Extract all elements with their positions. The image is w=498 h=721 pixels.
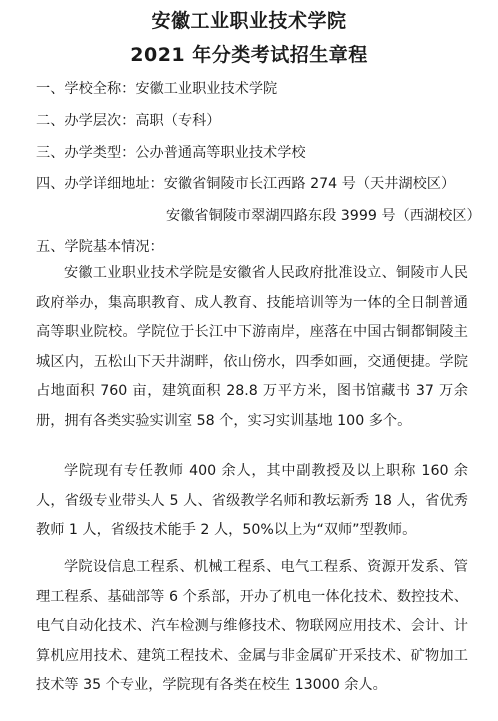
document-subtitle: 2021 年分类考试招生章程 <box>130 44 368 66</box>
item-school-type <box>36 143 306 163</box>
document-title: 安徽工业职业技术学院 <box>151 10 347 32</box>
item-label: 四、办学详细地址： <box>36 176 164 192</box>
item-school-name <box>36 79 277 99</box>
paragraph-faculty: 学院现有专任教师 400 余人，其中副教授及以上职称 160 余人，省级专业带头人 5 人、省级教学名师和教坛新秀 18 人，省优秀教师 1 人，省级技术能手 2 人，50%以上为“双师”型教师。 <box>36 463 468 538</box>
item-label: 二、办学层次： <box>36 113 136 129</box>
paragraph-overview: 安徽工业职业技术学院是安徽省人民政府批准设立、铜陵市人民政府举办，集高职教育、成人教育、技能培训等为一体的全日制普通高等职业院校。学院位于长江中下游南岸，座落在中国古铜都铜陵主城区内，五松山下天井湖畔，依山傍水，四季如画，交通便捷。学院占地面积 760 亩，建筑面积 28.8 万平方米，图书馆藏书 37 万余册，拥有各类实验实训室 58 个，实习实训基地 100 多个。 <box>36 265 468 429</box>
item-value: 公办普通高等职业技术学校 <box>135 145 306 161</box>
item-value: 高职（专科） <box>135 113 221 129</box>
address-second-campus: 安徽省铜陵市翠湖四路东段 3999 号（西湖校区） <box>166 208 481 224</box>
item-label: 一、学校全称： <box>36 81 136 97</box>
item-school-level <box>36 111 220 131</box>
paragraph-departments: 学院设信息工程系、机械工程系、电气工程系、资源开发系、管理工程系、基础部等 6 个系部，开办了机电一体化技术、数控技术、电气自动化技术、汽车检测与维修技术、物联网应用技术、会计、计算机应用技术、建筑工程技术、金属与非金属矿开采技术、矿物加工技术等 35 个专业，学院现有各类在校生 13000 余人。 <box>36 559 468 693</box>
item-value: 安徽工业职业技术学院 <box>135 81 278 97</box>
section-heading: 五、学院基本情况： <box>36 239 164 255</box>
item-value: 安徽省铜陵市长江西路 274 号（天井湖校区） <box>163 176 456 192</box>
item-school-address <box>36 174 455 194</box>
item-label: 三、办学类型： <box>36 145 136 161</box>
